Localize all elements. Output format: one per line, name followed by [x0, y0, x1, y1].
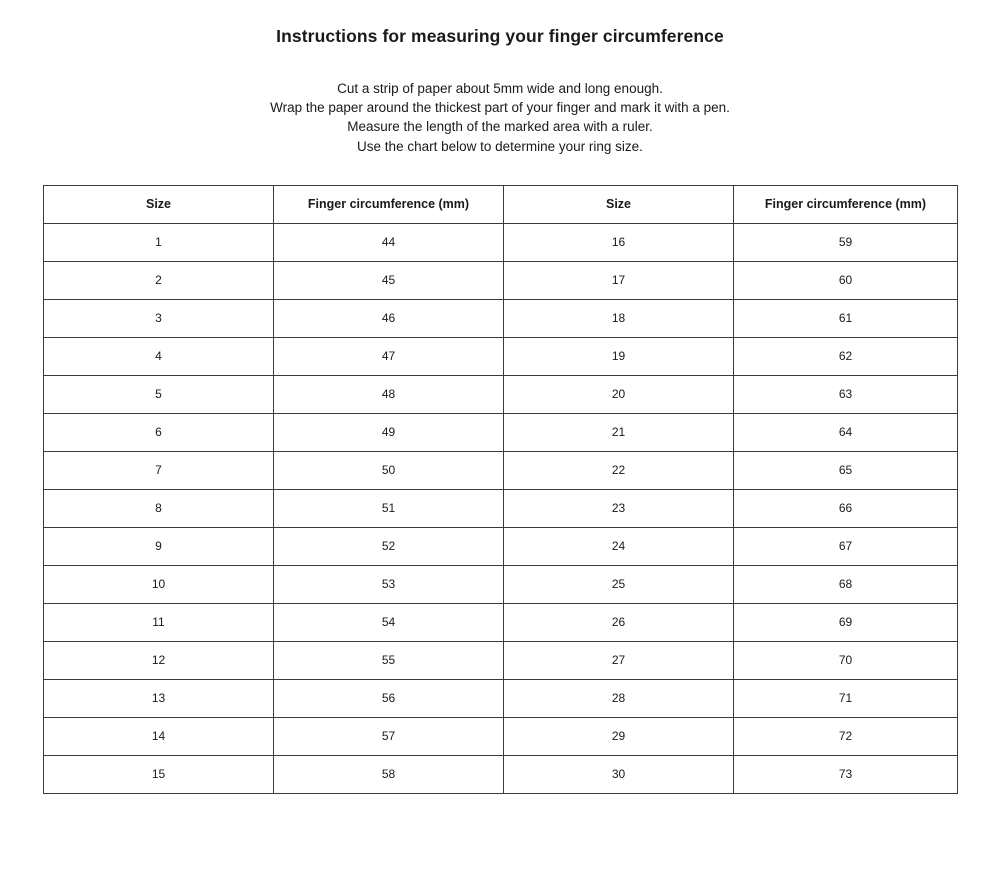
table-cell: 26	[504, 603, 734, 641]
table-cell: 73	[734, 755, 958, 793]
table-cell: 8	[44, 489, 274, 527]
table-cell: 57	[274, 717, 504, 755]
table-cell: 17	[504, 261, 734, 299]
table-cell: 24	[504, 527, 734, 565]
column-header: Size	[44, 185, 274, 223]
table-cell: 13	[44, 679, 274, 717]
table-cell: 14	[44, 717, 274, 755]
table-cell: 19	[504, 337, 734, 375]
table-cell: 69	[734, 603, 958, 641]
table-row	[44, 717, 958, 755]
table-row	[44, 527, 958, 565]
table-cell: 22	[504, 451, 734, 489]
table-cell: 47	[274, 337, 504, 375]
table-cell: 44	[274, 223, 504, 261]
table-cell: 64	[734, 413, 958, 451]
table-row	[44, 337, 958, 375]
column-header: Finger circumference (mm)	[274, 185, 504, 223]
table-cell: 49	[274, 413, 504, 451]
table-cell: 68	[734, 565, 958, 603]
table-row	[44, 413, 958, 451]
table-cell: 23	[504, 489, 734, 527]
table-cell: 56	[274, 679, 504, 717]
table-cell: 72	[734, 717, 958, 755]
table-cell: 62	[734, 337, 958, 375]
table-row	[44, 641, 958, 679]
table-row	[44, 451, 958, 489]
table-cell: 10	[44, 565, 274, 603]
table-cell: 20	[504, 375, 734, 413]
table-cell: 45	[274, 261, 504, 299]
table-cell: 16	[504, 223, 734, 261]
table-cell: 15	[44, 755, 274, 793]
table-cell: 60	[734, 261, 958, 299]
page-title: Instructions for measuring your finger circumference	[276, 26, 724, 46]
table-cell: 3	[44, 299, 274, 337]
table-cell: 54	[274, 603, 504, 641]
ring-size-table	[43, 185, 958, 794]
instruction-line: Cut a strip of paper about 5mm wide and long enough.	[337, 81, 663, 96]
table-cell: 4	[44, 337, 274, 375]
table-cell: 51	[274, 489, 504, 527]
table-cell: 2	[44, 261, 274, 299]
table-cell: 7	[44, 451, 274, 489]
table-cell: 61	[734, 299, 958, 337]
table-cell: 27	[504, 641, 734, 679]
table-row	[44, 603, 958, 641]
table-cell: 11	[44, 603, 274, 641]
table-cell: 1	[44, 223, 274, 261]
table-cell: 66	[734, 489, 958, 527]
table-header-row	[44, 185, 958, 223]
table-cell: 48	[274, 375, 504, 413]
table-cell: 63	[734, 375, 958, 413]
column-header: Size	[504, 185, 734, 223]
table-cell: 67	[734, 527, 958, 565]
instructions-block	[0, 79, 1000, 156]
table-row	[44, 565, 958, 603]
table-cell: 58	[274, 755, 504, 793]
table-cell: 12	[44, 641, 274, 679]
table-cell: 5	[44, 375, 274, 413]
table-row	[44, 261, 958, 299]
table-cell: 55	[274, 641, 504, 679]
table-cell: 65	[734, 451, 958, 489]
instruction-line: Wrap the paper around the thickest part of your finger and mark it with a pen.	[270, 100, 730, 116]
table-cell: 29	[504, 717, 734, 755]
table-cell: 28	[504, 679, 734, 717]
table-cell: 9	[44, 527, 274, 565]
ring-size-table-container	[43, 185, 957, 794]
table-cell: 30	[504, 755, 734, 793]
table-row	[44, 755, 958, 793]
table-cell: 46	[274, 299, 504, 337]
instruction-line: Use the chart below to determine your ring size.	[357, 138, 643, 154]
table-cell: 18	[504, 299, 734, 337]
column-header: Finger circumference (mm)	[734, 185, 958, 223]
table-cell: 50	[274, 451, 504, 489]
table-row	[44, 299, 958, 337]
table-cell: 70	[734, 641, 958, 679]
table-cell: 59	[734, 223, 958, 261]
table-row	[44, 679, 958, 717]
table-row	[44, 223, 958, 261]
table-cell: 52	[274, 527, 504, 565]
table-row	[44, 489, 958, 527]
table-cell: 21	[504, 413, 734, 451]
table-cell: 53	[274, 565, 504, 603]
table-cell: 25	[504, 565, 734, 603]
table-cell: 71	[734, 679, 958, 717]
table-row	[44, 375, 958, 413]
table-cell: 6	[44, 413, 274, 451]
instruction-line: Measure the length of the marked area with a ruler.	[347, 119, 653, 135]
